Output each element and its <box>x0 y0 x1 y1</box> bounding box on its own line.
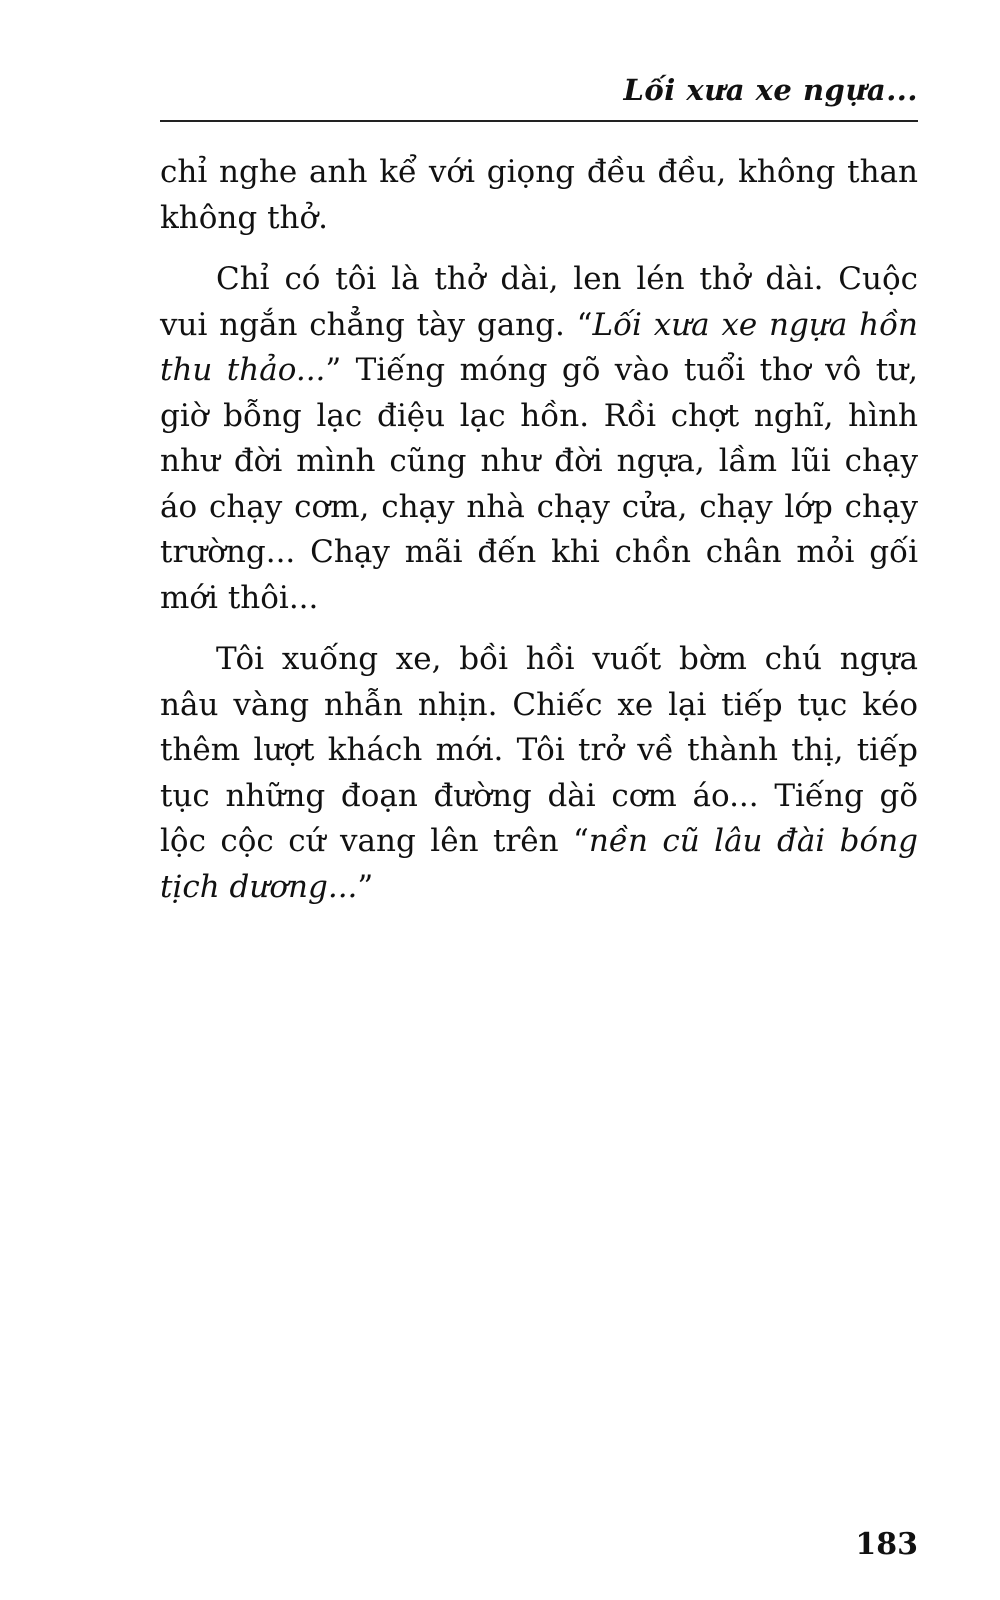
paragraph-2-text-a: Chỉ có tôi là thở dài, len lén thở dài. Cuộc vui ngắn chẳng tày gang. “ <box>160 261 918 343</box>
paragraph-3 <box>160 637 918 910</box>
paragraph-1-text: chỉ nghe anh kể với giọng đều đều, không than không thở. <box>160 154 918 236</box>
header-rule <box>160 120 918 122</box>
paragraph-3-text-b: ” <box>357 868 374 905</box>
running-header-title: Lối xưa xe ngựa... <box>623 73 918 107</box>
body-text <box>160 150 918 926</box>
paragraph-3-text-a: Tôi xuống xe, bồi hồi vuốt bờm chú ngựa nâu vàng nhẫn nhịn. Chiếc xe lại tiếp tục kéo thêm lượt khách mới. Tôi trở về thành thị, tiếp tục những đoạn đường dài cơm áo... Tiếng gõ lộc cộc cứ vang lên trên “ <box>160 641 918 859</box>
paragraph-3-quote: nền cũ lâu đài bóng tịch dương... <box>160 823 919 905</box>
page-number: 183 <box>855 1527 918 1562</box>
paragraph-2-text-b: ” Tiếng móng gõ vào tuổi thơ vô tư, giờ bỗng lạc điệu lạc hồn. Rồi chợt nghĩ, hình như đời mình cũng như đời ngựa, lầm lũi chạy áo chạy cơm, chạy nhà chạy cửa, chạy lớp chạy trường... Chạy mãi đến khi chồn chân mỏi gối mới thôi... <box>160 352 918 616</box>
paragraph-2-quote: Lối xưa xe ngựa hồn thu thảo... <box>160 306 918 388</box>
paragraph-2 <box>160 257 918 621</box>
paragraph-1 <box>160 150 918 241</box>
